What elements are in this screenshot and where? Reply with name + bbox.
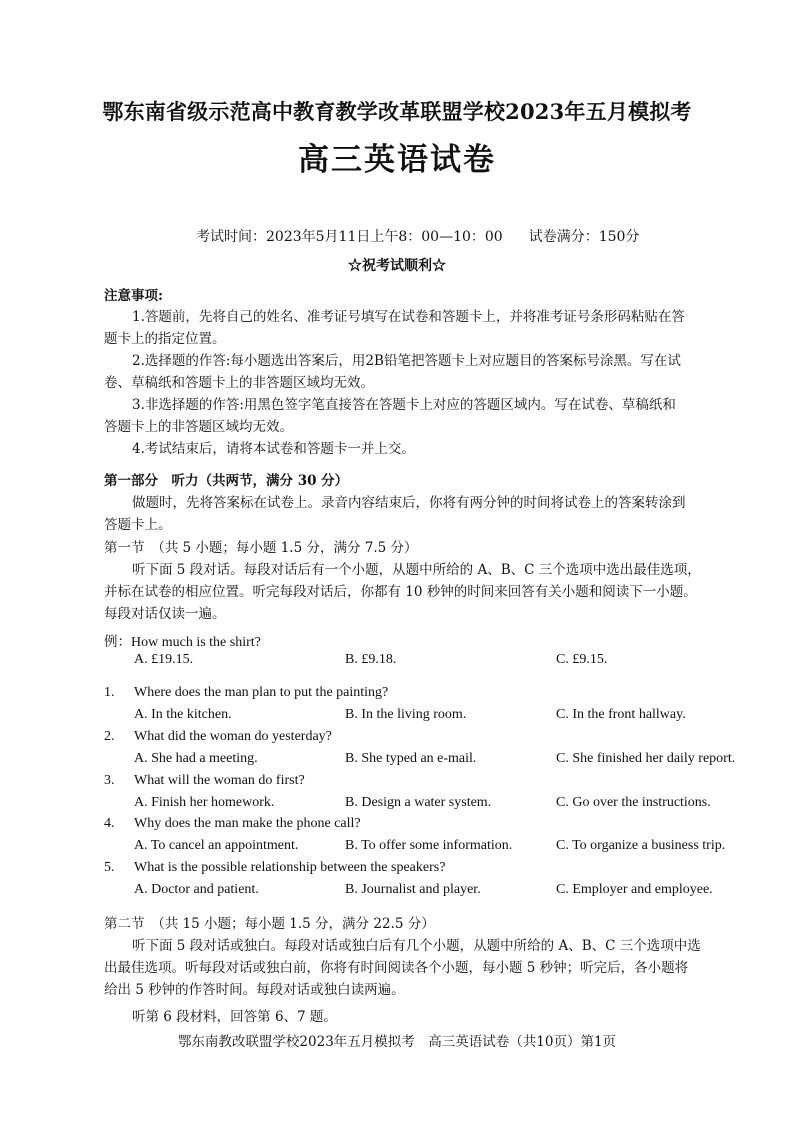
notes-line: 4.考试结束后，请将本试卷和答题卡一并上交。 bbox=[132, 441, 415, 457]
material-instruction: 听第 6 段材料，回答第 6、7 题。 bbox=[132, 1009, 337, 1025]
option-b: B. To offer some information. bbox=[345, 838, 513, 853]
option-b: B. Journalist and player. bbox=[345, 882, 481, 897]
option-b: B. Design a water system. bbox=[345, 795, 492, 810]
option-c: C. In the front hallway. bbox=[556, 707, 686, 722]
option-a: A. Finish her homework. bbox=[134, 795, 275, 810]
section1-intro-line: 并标在试卷的相应位置。听完每段对话后，你都有 10 秒钟的时间来回答有关小题和阅读下一小题。 bbox=[104, 584, 697, 600]
section1-intro-line: 听下面 5 段对话。每段对话后有一个小题，从题中所给的 A、B、C 三个选项中选出最佳选项， bbox=[132, 562, 701, 578]
option-b: B. In the living room. bbox=[345, 707, 467, 722]
option-c: C. Go over the instructions. bbox=[556, 795, 711, 810]
part1-intro-line: 答题卡上。 bbox=[104, 517, 172, 533]
option-c: C. Employer and employee. bbox=[556, 882, 713, 897]
full-score: 试卷满分：150分 bbox=[528, 229, 640, 245]
question-text: What is the possible relationship between the speakers? bbox=[134, 860, 446, 875]
question-number: 2. bbox=[104, 729, 115, 744]
part1-intro-line: 做题时，先将答案标在试卷上。录音内容结束后，你将有两分钟的时间将试卷上的答案转涂到 bbox=[132, 495, 686, 511]
section1-intro-line: 每段对话仅读一遍。 bbox=[104, 606, 226, 622]
notes-line: 答题卡上的非答题区域均无效。 bbox=[104, 419, 293, 435]
part1-heading: 第一部分 听力（共两节，满分 30 分） bbox=[104, 473, 349, 489]
question-text: Where does the man plan to put the painting? bbox=[134, 685, 389, 700]
example-question: How much is the shirt? bbox=[131, 635, 261, 650]
question-number: 5. bbox=[104, 860, 115, 875]
option-c: C. To organize a business trip. bbox=[556, 838, 726, 853]
question-text: What will the woman do first? bbox=[134, 773, 305, 788]
question-number: 4. bbox=[104, 816, 115, 831]
section1-heading: 第一节 （共 5 小题；每小题 1.5 分，满分 7.5 分） bbox=[104, 540, 418, 556]
example-label: 例： bbox=[104, 634, 131, 650]
question-number: 1. bbox=[104, 685, 115, 700]
option-a: A. To cancel an appointment. bbox=[134, 838, 299, 853]
notes-line: 1.答题前，先将自己的姓名、准考证号填写在试卷和答题卡上，并将准考证号条形码粘贴在答 bbox=[132, 309, 685, 325]
page-footer: 鄂东南教改联盟学校2023年五月模拟考 高三英语试卷（共10页）第1页 bbox=[177, 1034, 617, 1050]
option-a: A. She had a meeting. bbox=[134, 751, 258, 766]
notes-line: 2.选择题的作答:每小题选出答案后，用2B铅笔把答题卡上对应题目的答案标号涂黑。写在试 bbox=[132, 353, 681, 369]
section2-heading: 第二节 （共 15 小题；每小题 1.5 分，满分 22.5 分） bbox=[104, 916, 435, 932]
section2-intro-line: 听下面 5 段对话或独白。每段对话或独白后有几个小题，从题中所给的 A、B、C 三个选项中选 bbox=[132, 938, 701, 954]
option-c: C. She finished her daily report. bbox=[556, 751, 736, 766]
option-b: B. She typed an e-mail. bbox=[345, 751, 477, 766]
notes-line: 题卡上的指定位置。 bbox=[104, 331, 226, 347]
paper-title: 高三英语试卷 bbox=[298, 142, 496, 178]
good-luck-wish: ☆祝考试顺利☆ bbox=[348, 258, 446, 274]
question-text: What did the woman do yesterday? bbox=[134, 729, 332, 744]
notes-line: 卷、草稿纸和答题卡上的非答题区域均无效。 bbox=[104, 375, 374, 391]
option-a: A. In the kitchen. bbox=[134, 707, 232, 722]
exam-info bbox=[196, 226, 639, 246]
example-option-c: C. £9.15. bbox=[556, 652, 608, 667]
example-option-b: B. £9.18. bbox=[345, 652, 397, 667]
section2-intro-line: 出最佳选项。听每段对话或独白前，你将有时间阅读各个小题，每小题 5 秒钟；听完后，各小题将 bbox=[104, 960, 689, 976]
question-number: 3. bbox=[104, 773, 115, 788]
example-item bbox=[104, 630, 261, 651]
notes-line: 3.非选择题的作答:用黑色签字笔直接答在答题卡上对应的答题区域内。写在试卷、草稿纸和 bbox=[132, 397, 676, 413]
example-option-a: A. £19.15. bbox=[134, 652, 194, 667]
notes-heading: 注意事项: bbox=[104, 288, 163, 304]
exam-alliance-title: 鄂东南省级示范高中教育教学改革联盟学校2023年五月模拟考 bbox=[102, 99, 692, 124]
section2-intro-line: 给出 5 秒钟的作答时间。每段对话或独白读两遍。 bbox=[104, 982, 405, 998]
question-text: Why does the man make the phone call? bbox=[134, 816, 361, 831]
exam-time: 考试时间：2023年5月11日上午8：00—10：00 bbox=[196, 229, 503, 245]
option-a: A. Doctor and patient. bbox=[134, 882, 259, 897]
